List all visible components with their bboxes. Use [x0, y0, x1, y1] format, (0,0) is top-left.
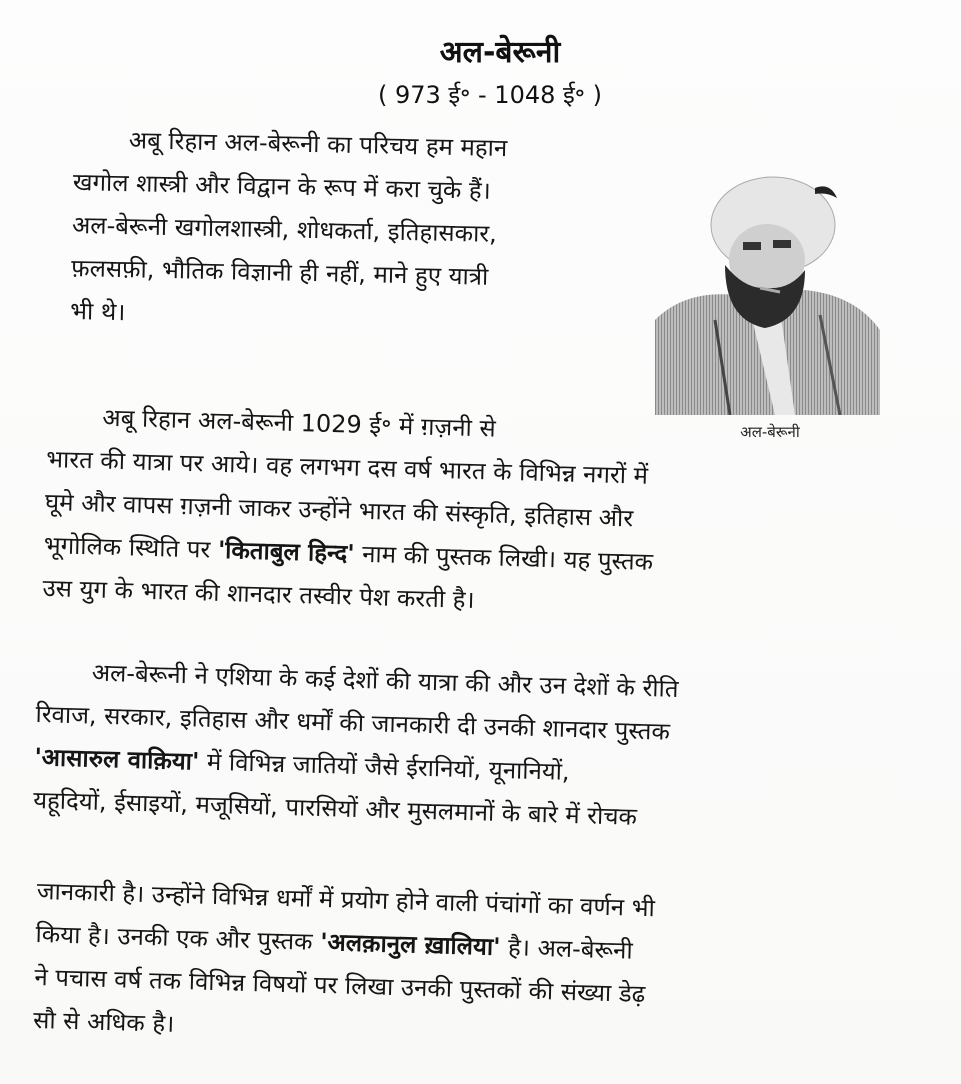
text-segment: किया है। उनकी एक और पुस्तक — [35, 920, 321, 956]
text-line: भी थे। — [69, 296, 126, 327]
life-dates: ( 973 ई॰ - 1048 ई॰ ) — [377, 81, 603, 109]
page-title: अल-बेरूनी — [439, 35, 561, 70]
book-title-alqanul: 'अलक़ानुल ख़ालिया' — [319, 927, 501, 961]
text-line: उस युग के भारत की शानदार तस्वीर पेश करती है। — [42, 573, 475, 615]
paragraph-works — [33, 870, 867, 1065]
text-line: अल-बेरूनी खगोलशास्त्री, शोधकर्ता, इतिहासकार, — [71, 211, 498, 248]
text-line: यहूदियों, ईसाइयों, मजूसियों, पारसियों और मुसलमानों के बारे में रोचक — [32, 785, 638, 831]
text-line: खगोल शास्त्री और विद्वान के रूप में करा चुके हैं। — [72, 168, 492, 205]
text-line: सौ से अधिक है। — [32, 1005, 175, 1038]
paragraph-intro — [70, 118, 654, 345]
figure-caption: अल-बेरूनी — [740, 423, 800, 441]
paragraph-travel — [42, 395, 878, 633]
text-line: ने पचास वर्ष तक विभिन्न विषयों पर लिखा उनकी पुस्तकों की संख्या डेढ़ — [34, 962, 646, 1009]
book-title-asarul-waqiya: 'आसारुल वाक़िया' — [34, 742, 200, 776]
text-line: फ़लसफ़ी, भौतिक विज्ञानी ही नहीं, माने हुए यात्री — [70, 253, 489, 291]
portrait-illustration-icon — [655, 170, 880, 415]
text-line: अबू रिहान अल-बेरूनी 1029 ई॰ में ग़ज़नी से — [102, 403, 497, 443]
paragraph-asia — [33, 650, 867, 845]
book-title-kitabul-hind: 'किताबुल हिन्द' — [217, 535, 355, 568]
text-line: रिवाज, सरकार, इतिहास और धर्मों की जानकारी दी उनकी शानदार पुस्तक — [35, 700, 671, 746]
text-segment: नाम की पुस्तक लिखी। यह पुस्तक — [354, 539, 654, 576]
text-segment: है। अल-बेरूनी — [500, 932, 634, 965]
text-segment: में विभिन्न जातियों जैसे ईरानियों, यूनानियों, — [198, 747, 571, 786]
text-segment: भूगोलिक स्थिति पर — [43, 530, 219, 564]
text-line: जानकारी है। उन्होंने विभिन्न धर्मों में प्रयोग होने वाली पंचांगों का वर्णन भी — [36, 877, 656, 923]
text-line: अबू रिहान अल-बेरूनी का परिचय हम महान — [128, 126, 508, 163]
text-line: घूमे और वापस ग़ज़नी जाकर उन्होंने भारत की संस्कृति, इतिहास और — [44, 488, 634, 533]
text-line: भारत की यात्रा पर आये। वह लगभग दस वर्ष भारत के विभिन्न नगरों में — [45, 445, 649, 490]
text-line: अल-बेरूनी ने एशिया के कई देशों की यात्रा की और उन देशों के रीति — [91, 658, 679, 703]
